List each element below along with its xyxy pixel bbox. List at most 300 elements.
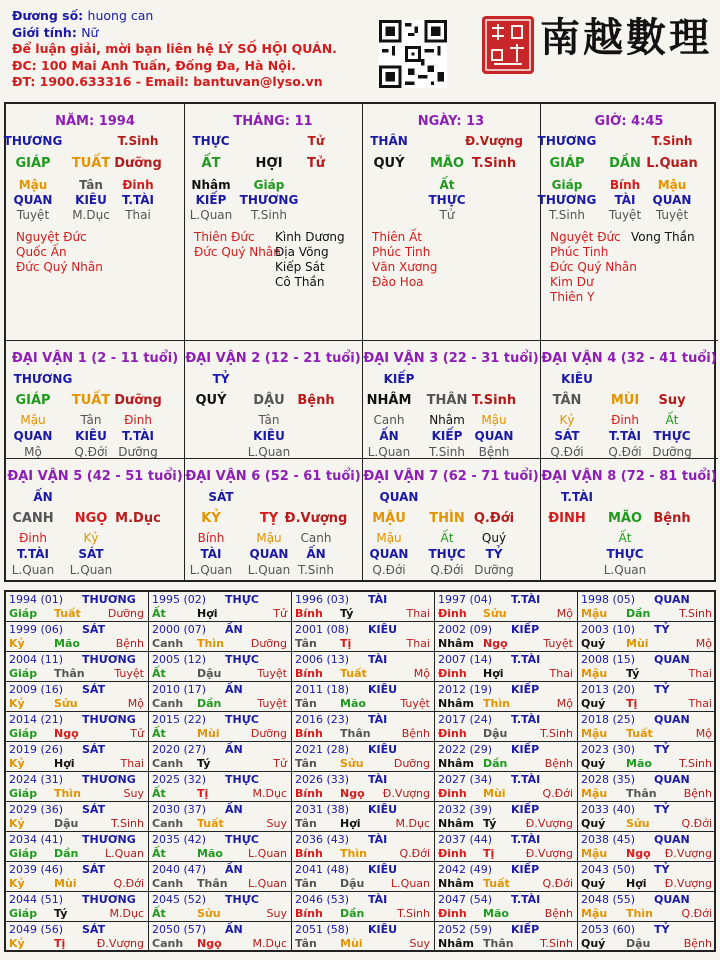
year-god: KIÊU (368, 743, 398, 756)
year-label: 2011 (18) (295, 683, 350, 696)
dai-van-gods: KIÊU (253, 429, 285, 443)
year-cell (292, 682, 435, 712)
pillar-stem: L.Quan (646, 156, 698, 171)
year-god: TỶ (654, 623, 670, 636)
year-branch: Mão (626, 757, 652, 770)
year-stem: Quý (581, 697, 606, 710)
year-state: Suy (266, 907, 287, 920)
star-label: Nguyệt Đức (550, 230, 621, 244)
dai-van-title: ĐẠI VẬN 2 (12 - 21 tuổi) (185, 351, 361, 366)
year-label: 2024 (31) (9, 773, 64, 786)
year-branch: Tuất (483, 877, 510, 890)
year-state: Đ.Vượng (664, 877, 712, 890)
year-branch: Dần (197, 697, 222, 710)
year-god: TỶ (654, 743, 670, 756)
year-label: 2030 (37) (152, 803, 207, 816)
pillar-hidden: Ất (439, 178, 455, 192)
star-label: Thiên Đức (194, 230, 255, 244)
gender-line: Giới tính: Nữ (12, 24, 99, 40)
year-label: 2043 (50) (581, 863, 636, 876)
year-label: 2015 (22) (152, 713, 207, 726)
dai-van-hidden: Kỷ (83, 531, 99, 545)
year-god: QUAN (654, 593, 690, 606)
pillar-gods: KIẾP (195, 193, 227, 207)
dai-van-hidden: Đinh (19, 531, 47, 545)
year-god: QUAN (654, 713, 690, 726)
year-branch: Ngọ (483, 637, 508, 650)
year-label: 2049 (56) (9, 923, 64, 936)
year-stem: Giáp (9, 607, 38, 620)
year-label: 2050 (57) (152, 923, 207, 936)
dai-van-states: Q.Đới (74, 445, 108, 459)
pillar-hidden: Giáp (551, 178, 583, 192)
dai-van-states: L.Quan (247, 563, 291, 577)
year-state: Bệnh (544, 757, 573, 770)
year-branch: Thân (340, 727, 371, 740)
year-stem: Kỷ (9, 697, 25, 710)
star-label: Quốc Ấn (16, 245, 67, 259)
year-label: 2048 (55) (581, 893, 636, 906)
year-table (4, 590, 716, 952)
pillar-hidden: Bính (609, 178, 641, 192)
year-state: Dưỡng (107, 607, 144, 620)
year-cell (435, 742, 578, 772)
year-state: Q.Đới (681, 907, 712, 920)
year-state: Đ.Vượng (525, 817, 573, 830)
year-branch: Ngọ (54, 727, 79, 740)
year-label: 1994 (01) (9, 593, 64, 606)
year-god: KIẾP (511, 683, 540, 696)
year-god: SÁT (82, 623, 106, 636)
dai-van-title: ĐẠI VẬN 8 (72 - 81 tuổi) (541, 469, 717, 484)
year-god: QUAN (654, 773, 690, 786)
year-branch: Tuất (340, 667, 367, 680)
pillar-stem: HỢI (255, 156, 283, 171)
year-cell (149, 772, 292, 802)
year-label: 2046 (53) (295, 893, 350, 906)
year-label: 1996 (03) (295, 593, 350, 606)
year-label: 2040 (47) (152, 863, 207, 876)
pillar-states: Tử (439, 208, 455, 222)
year-stem: Nhâm (438, 817, 474, 830)
year-cell (435, 592, 578, 622)
pillar-gods: THỰC (428, 193, 466, 207)
year-cell (6, 652, 149, 682)
year-label: 2034 (41) (9, 833, 64, 846)
year-branch: Tị (197, 787, 209, 800)
year-god: TỶ (654, 803, 670, 816)
year-state: Đ.Vượng (96, 937, 144, 950)
year-state: Tử (273, 757, 287, 770)
year-state: Mộ (695, 727, 712, 740)
dai-van-god: THƯƠNG (13, 372, 73, 386)
year-label: 2020 (27) (152, 743, 207, 756)
year-label: 2025 (32) (152, 773, 207, 786)
dai-van-cell (362, 459, 540, 578)
year-stem: Quý (581, 757, 606, 770)
year-stem: Ất (152, 907, 166, 920)
year-cell (578, 652, 716, 682)
star-label: Cô Thần (275, 275, 325, 289)
pillar-top: Đ.Vượng (465, 134, 523, 148)
star-label: Phúc Tinh (372, 245, 431, 259)
year-branch: Dậu (340, 877, 365, 890)
dai-van-states: T.Sinh (429, 445, 465, 459)
dai-van-title: ĐẠI VẬN 3 (22 - 31 tuổi) (363, 351, 539, 366)
year-state: T.Sinh (111, 817, 144, 830)
year-branch: Hợi (54, 757, 75, 770)
year-label: 2042 (49) (438, 863, 493, 876)
dai-van-stem: M.Dục (115, 511, 161, 526)
year-god: TÀI (368, 713, 388, 726)
year-stem: Canh (152, 697, 184, 710)
year-cell (578, 892, 716, 922)
year-branch: Tị (626, 697, 638, 710)
year-label: 2047 (54) (438, 893, 493, 906)
pillar-stem: QUÝ (373, 156, 405, 171)
year-branch: Ngọ (626, 847, 651, 860)
pillar-title: GIỜ: 4:45 (594, 114, 664, 129)
year-branch: Dậu (483, 727, 508, 740)
pillar-top: THƯƠNG (537, 134, 597, 148)
year-branch: Mùi (54, 877, 77, 890)
year-god: SÁT (82, 743, 106, 756)
year-stem: Mậu (581, 727, 608, 740)
pillar-stem: GIÁP (15, 156, 51, 171)
dai-van-hidden: Quý (481, 531, 507, 545)
year-branch: Thìn (54, 787, 81, 800)
dai-van-stem: MẬU (372, 511, 406, 526)
pillar-title: NĂM: 1994 (55, 114, 135, 129)
pillar-gods: THƯƠNG (537, 193, 597, 207)
year-branch: Dậu (197, 667, 222, 680)
pillar-gods: TÀI (614, 193, 636, 207)
star-label: Nguyệt Đức (16, 230, 87, 244)
year-state: Q.Đới (399, 847, 430, 860)
pillar-states: M.Dục (72, 208, 110, 222)
year-branch: Dậu (54, 817, 79, 830)
year-cell (435, 712, 578, 742)
year-label: 2026 (33) (295, 773, 350, 786)
year-cell (435, 772, 578, 802)
pillar-stem: MÃO (429, 156, 465, 171)
year-god: TÀI (368, 893, 388, 906)
dai-van-stem: NGỌ (74, 511, 108, 526)
year-label: 2009 (16) (9, 683, 64, 696)
year-label: 2019 (26) (9, 743, 64, 756)
star-label: Kiếp Sát (275, 260, 325, 274)
year-branch: Thìn (197, 637, 224, 650)
dai-van-stem: KỶ (201, 511, 221, 526)
year-state: M.Dục (395, 817, 430, 830)
dai-van-hidden: Ất (440, 531, 454, 545)
year-label: 2018 (25) (581, 713, 636, 726)
year-branch: Hợi (626, 877, 647, 890)
dai-van-hidden: Mậu (20, 413, 46, 427)
dai-van-states: Mộ (24, 445, 42, 459)
year-god: T.TÀI (511, 893, 541, 906)
year-branch: Tuất (197, 817, 224, 830)
year-cell (292, 622, 435, 652)
year-god: ẤN (225, 623, 243, 636)
year-label: 2012 (19) (438, 683, 493, 696)
dai-van-hidden: Mậu (481, 413, 507, 427)
year-stem: Kỷ (9, 877, 25, 890)
year-stem: Mậu (581, 787, 608, 800)
year-label: 2028 (35) (581, 773, 636, 786)
year-label: 2001 (08) (295, 623, 350, 636)
year-state: L.Quan (248, 847, 287, 860)
year-state: Bệnh (401, 727, 430, 740)
year-branch: Dần (483, 757, 508, 770)
dai-van-hidden: Tân (80, 413, 102, 427)
year-stem: Canh (152, 637, 184, 650)
year-branch: Sửu (483, 607, 507, 620)
dai-van-hidden: Nhâm (429, 413, 465, 427)
year-branch: Mùi (626, 637, 649, 650)
year-branch: Tý (197, 757, 211, 770)
year-branch: Tý (626, 667, 640, 680)
year-stem: Ất (152, 607, 166, 620)
dai-van-god: KIẾP (383, 372, 415, 386)
year-state: T.Sinh (397, 907, 430, 920)
year-stem: Canh (152, 937, 184, 950)
year-cell (6, 592, 149, 622)
dai-van-stem: DẬU (253, 393, 285, 408)
dai-van-stem: TỴ (259, 511, 279, 526)
dai-van-states: Q.Đới (550, 445, 584, 459)
year-branch: Tuất (54, 607, 81, 620)
year-label: 2051 (58) (295, 923, 350, 936)
year-label: 2027 (34) (438, 773, 493, 786)
year-stem: Bính (295, 727, 323, 740)
year-god: TÀI (368, 773, 388, 786)
dai-van-hidden: Đinh (124, 413, 152, 427)
dai-van-gods: THỰC (428, 547, 466, 561)
year-label: 2022 (29) (438, 743, 493, 756)
star-label: Kình Dương (275, 230, 345, 244)
year-label: 2032 (39) (438, 803, 493, 816)
dai-van-stem: Suy (658, 393, 686, 408)
year-god: SÁT (82, 923, 106, 936)
dai-van-god: ẤN (33, 490, 53, 504)
year-god: ẤN (225, 743, 243, 756)
year-cell (435, 922, 578, 952)
year-cell (292, 712, 435, 742)
year-cell (292, 862, 435, 892)
dai-van-cell (540, 341, 718, 458)
year-branch: Sửu (54, 697, 78, 710)
year-god: THƯƠNG (82, 833, 136, 846)
year-god: QUAN (654, 653, 690, 666)
dai-van-hidden: Mậu (256, 531, 282, 545)
dai-van-gods: T.TÀI (17, 547, 49, 561)
year-state: Thai (406, 637, 430, 650)
year-state: Mộ (556, 607, 573, 620)
year-cell (6, 922, 149, 952)
year-cell (149, 742, 292, 772)
year-branch: Thân (54, 667, 85, 680)
year-cell (149, 802, 292, 832)
year-stem: Giáp (9, 847, 38, 860)
owner-line: Đương số: huong can (12, 8, 154, 23)
dai-van-gods: THỰC (653, 429, 691, 443)
year-stem: Ất (152, 667, 166, 680)
year-cell (292, 832, 435, 862)
dai-van-states: Q.Đới (608, 445, 642, 459)
dai-van-gods: TỶ (485, 547, 503, 561)
dai-van-states: T.Sinh (298, 563, 334, 577)
year-label: 2003 (10) (581, 623, 636, 636)
year-god: TỶ (654, 683, 670, 696)
year-stem: Kỷ (9, 937, 25, 950)
year-god: THỰC (225, 713, 259, 726)
pillar-stem: T.Sinh (471, 156, 517, 171)
year-stem: Tân (295, 877, 317, 890)
star-label: Vong Thần (631, 230, 695, 244)
dai-van-gods: QUAN (249, 547, 289, 561)
year-cell (578, 802, 716, 832)
year-god: THƯƠNG (82, 653, 136, 666)
year-god: TÀI (368, 593, 388, 606)
dai-van-stem: THÂN (426, 393, 468, 408)
year-god: T.TÀI (511, 773, 541, 786)
pillar-cell (362, 104, 540, 340)
year-god: SÁT (82, 803, 106, 816)
pillar-states: Thai (125, 208, 151, 222)
year-god: KIẾP (511, 923, 540, 936)
year-cell (149, 862, 292, 892)
dai-van-stem: CANH (12, 511, 54, 526)
year-god: THỰC (225, 833, 259, 846)
year-label: 2023 (30) (581, 743, 636, 756)
year-stem: Đinh (438, 847, 467, 860)
year-branch: Hợi (197, 607, 218, 620)
dai-van-hidden: Canh (373, 413, 405, 427)
year-label: 2053 (60) (581, 923, 636, 936)
year-branch: Mùi (340, 937, 363, 950)
year-branch: Dần (54, 847, 79, 860)
year-cell (149, 892, 292, 922)
year-stem: Giáp (9, 907, 38, 920)
year-state: Bệnh (683, 787, 712, 800)
year-god: T.TÀI (511, 713, 541, 726)
dai-van-stem: Bệnh (653, 511, 691, 526)
year-state: Q.Đới (542, 877, 573, 890)
year-state: M.Dục (252, 787, 287, 800)
year-label: 2035 (42) (152, 833, 207, 846)
dai-van-states: Q.Đới (372, 563, 406, 577)
dai-van-hidden: Ất (618, 531, 632, 545)
year-stem: Bính (295, 787, 323, 800)
pillar-states: Tuyệt (608, 208, 642, 222)
pillar-stem: Tử (306, 156, 326, 171)
dai-van-gods: KIÊU (75, 429, 107, 443)
year-state: Tuyệt (400, 697, 430, 710)
dai-van-gods: QUAN (13, 429, 53, 443)
year-cell (292, 652, 435, 682)
year-label: 2031 (38) (295, 803, 350, 816)
dai-van-gods: THỰC (606, 547, 644, 561)
dai-van-god: QUAN (379, 490, 419, 504)
dai-van-gods: SÁT (78, 547, 104, 561)
year-god: KIÊU (368, 863, 398, 876)
year-label: 2017 (24) (438, 713, 493, 726)
year-stem: Tân (295, 937, 317, 950)
pillar-title: THÁNG: 11 (233, 114, 313, 129)
year-state: Đ.Vượng (525, 847, 573, 860)
year-state: M.Dục (252, 937, 287, 950)
year-stem: Canh (152, 757, 184, 770)
year-state: Q.Đới (681, 817, 712, 830)
year-branch: Dậu (626, 937, 651, 950)
year-branch: Ngọ (197, 937, 222, 950)
year-stem: Ất (152, 787, 166, 800)
year-stem: Bính (295, 847, 323, 860)
pillar-stem: DẦN (609, 156, 641, 171)
year-cell (292, 922, 435, 952)
year-stem: Ất (152, 727, 166, 740)
brand-logo: 南越數理 (540, 14, 712, 61)
pillar-gods: T.TÀI (122, 193, 154, 207)
year-cell (578, 742, 716, 772)
year-stem: Quý (581, 937, 606, 950)
year-label: 2029 (36) (9, 803, 64, 816)
year-label: 1999 (06) (9, 623, 64, 636)
year-label: 1997 (04) (438, 593, 493, 606)
year-cell (149, 922, 292, 952)
year-god: QUAN (654, 893, 690, 906)
year-label: 2033 (40) (581, 803, 636, 816)
year-god: KIẾP (511, 623, 540, 636)
pillar-stem: ẤT (201, 156, 221, 171)
year-stem: Nhâm (438, 877, 474, 890)
year-state: Mộ (127, 697, 144, 710)
year-god: SÁT (82, 683, 106, 696)
year-god: KIẾP (511, 803, 540, 816)
pillar-top: THƯƠNG (3, 134, 63, 148)
pillar-title: NGÀY: 13 (417, 114, 485, 129)
dai-van-cell (362, 341, 540, 458)
year-stem: Nhâm (438, 697, 474, 710)
year-god: ẤN (225, 803, 243, 816)
pillar-states: L.Quan (189, 208, 233, 222)
year-branch: Tý (483, 817, 497, 830)
year-state: Dưỡng (250, 637, 287, 650)
year-label: 2036 (43) (295, 833, 350, 846)
pillar-hidden: Tân (79, 178, 103, 192)
pillar-top: T.Sinh (651, 134, 693, 148)
seal-stamp-icon (480, 14, 536, 76)
pillar-top: THÂN (370, 134, 408, 148)
dai-van-states: Dưỡng (652, 445, 692, 459)
dai-van-stem: T.Sinh (471, 393, 517, 408)
year-cell (578, 862, 716, 892)
dai-van-gods: KIẾP (431, 429, 463, 443)
dai-van-stem: NHÂM (366, 393, 412, 408)
year-state: Suy (266, 817, 287, 830)
year-stem: Bính (295, 667, 323, 680)
year-stem: Mậu (581, 667, 608, 680)
year-cell (435, 862, 578, 892)
qr-code-icon[interactable] (379, 20, 447, 88)
star-label: Kim Dư (550, 275, 594, 289)
dai-van-hidden: Đinh (611, 413, 639, 427)
dai-van-cell (6, 459, 184, 578)
year-cell (6, 742, 149, 772)
year-state: Q.Đới (542, 787, 573, 800)
year-state: Tử (273, 607, 287, 620)
